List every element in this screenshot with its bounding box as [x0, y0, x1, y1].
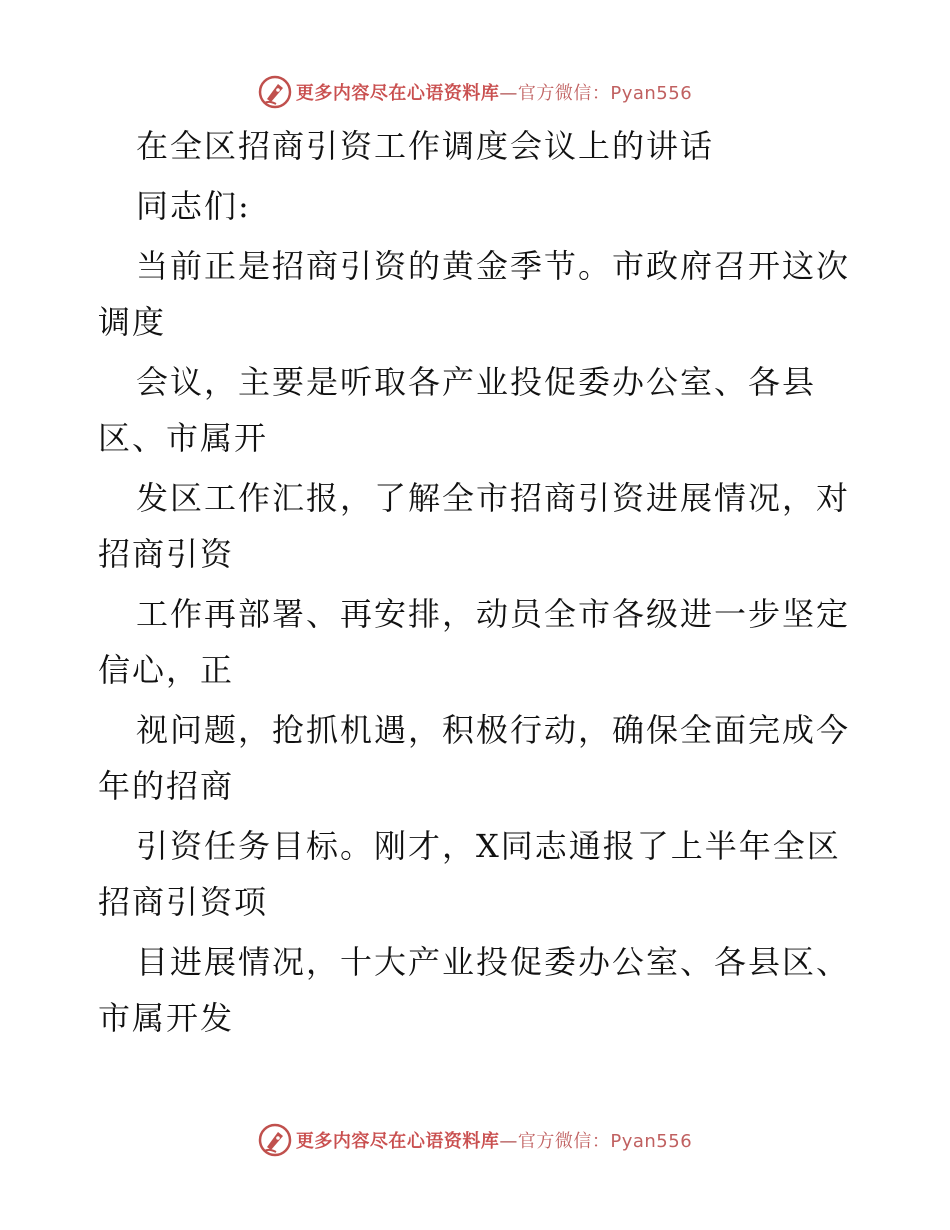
- paragraph-line: 目进展情况，十大产业投促委办公室、各县区、: [136, 943, 851, 981]
- watermark-text: [296, 1127, 692, 1153]
- watermark-wechat: 官方微信：Pyan556: [517, 83, 693, 104]
- watermark-main: 更多内容尽在心语资料库: [295, 1131, 500, 1152]
- paragraph-line: 招商引资: [98, 535, 235, 573]
- paragraph-line: 年的招商: [98, 767, 235, 805]
- watermark-separator: —: [499, 83, 518, 104]
- header-watermark: [0, 72, 950, 112]
- watermark-main: 更多内容尽在心语资料库: [295, 83, 500, 104]
- watermark-separator: —: [499, 1131, 518, 1152]
- watermark-text: [296, 79, 692, 105]
- paragraph-line: 市属开发: [98, 999, 235, 1037]
- pen-nib-circle-icon: [258, 1123, 292, 1157]
- paragraph-line: 信心，正: [98, 651, 235, 689]
- paragraph-line: 工作再部署、再安排，动员全市各级进一步坚定: [136, 595, 851, 633]
- watermark-wechat: 官方微信：Pyan556: [517, 1131, 693, 1152]
- paragraph-line: 当前正是招商引资的黄金季节。市政府召开这次: [136, 247, 851, 285]
- paragraph-line: 发区工作汇报，了解全市招商引资进展情况，对: [136, 479, 851, 517]
- paragraph-line: 视问题，抢抓机遇，积极行动，确保全面完成今: [136, 711, 851, 749]
- pen-nib-circle-icon: [258, 75, 292, 109]
- paragraph-line: 引资任务目标。刚才，X同志通报了上半年全区: [136, 827, 841, 865]
- paragraph-line: 会议，主要是听取各产业投促委办公室、各县: [136, 363, 817, 401]
- paragraph-line: 招商引资项: [98, 883, 269, 921]
- paragraph-line: 调度: [98, 303, 167, 341]
- salutation: 同志们:: [136, 187, 251, 225]
- footer-watermark: [0, 1120, 950, 1160]
- paragraph-line: 区、市属开: [98, 419, 269, 457]
- document-title: 在全区招商引资工作调度会议上的讲话: [136, 127, 715, 165]
